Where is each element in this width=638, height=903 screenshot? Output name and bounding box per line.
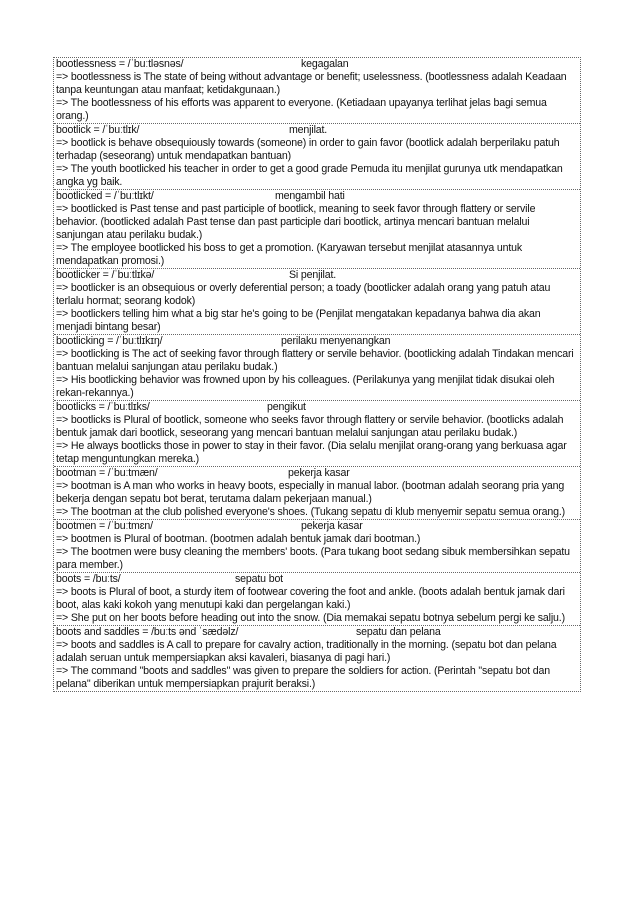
entry-bootlessness — [54, 58, 580, 124]
entry-bootlick — [54, 124, 580, 190]
entry-bootmen — [54, 520, 580, 573]
entry-example: => His bootlicking behavior was frowned upon by his colleagues. (Perilakunya yang menjilat tidak disukai oleh rekan-rekannya.) — [56, 374, 555, 399]
dictionary-sheet — [53, 57, 581, 692]
entry-term: bootlicked = /ˈbuːtlɪkt/ — [56, 190, 154, 202]
entry-example: => The bootman at the club polished everyone's shoes. (Tukang sepatu di klub menyemir sepatu semua orang.) — [56, 506, 566, 518]
entry-boots-and-saddles — [54, 626, 580, 691]
entry-header — [56, 573, 578, 586]
entry-translation: menjilat. — [289, 124, 328, 136]
entry-bootlicks — [54, 401, 580, 467]
entry-example: => He always bootlicks those in power to stay in their favor. (Dia selalu menjilat orang-orang yang berkuasa agar tetap menguntungkan mereka.) — [56, 440, 567, 465]
entry-term: boots = /buːts/ — [56, 573, 121, 585]
entry-header — [56, 335, 578, 348]
entry-definition: => bootlicking is The act of seeking favor through flattery or servile behavior. (bootlicking adalah Tindakan mencari bantuan melalui sanjungan atau perilaku budak.) — [56, 348, 574, 373]
entry-translation: Si penjilat. — [289, 269, 337, 281]
entry-header — [56, 401, 578, 414]
entry-bootman — [54, 467, 580, 520]
entry-header — [56, 626, 578, 639]
entry-bootlicked — [54, 190, 580, 269]
entry-example: => bootlickers telling him what a big star he's going to be (Penjilat mengatakan kepadanya bahwa dia akan menjadi bintang besar) — [56, 308, 541, 333]
entry-definition: => bootman is A man who works in heavy boots, especially in manual labor. (bootman adalah seorang pria yang bekerja dengan sepatu bot berat, terutama dalam pekerjaan manual.) — [56, 480, 565, 505]
entry-header — [56, 520, 578, 533]
entry-definition: => boots is Plural of boot, a sturdy item of footwear covering the foot and ankle. (boots adalah bentuk jamak dari boot, alas kaki kokoh yang menutupi kaki dan pergelangan kaki.) — [56, 586, 565, 611]
entry-term: boots and saddles = /buːts ənd ˈsædəlz/ — [56, 626, 239, 638]
entry-header — [56, 124, 578, 137]
entry-translation: pekerja kasar — [301, 520, 363, 532]
entry-term: bootlessness = /ˈbuːtləsnəs/ — [56, 58, 184, 70]
entry-translation: mengambil hati — [275, 190, 345, 202]
entry-term: bootman = /ˈbuːtmæn/ — [56, 467, 158, 479]
entry-translation: sepatu dan pelana — [356, 626, 441, 638]
entry-definition: => bootlicks is Plural of bootlick, someone who seeks favor through flattery or servile behavior. (bootlicks adalah bentuk jamak dari bootlick, seseorang yang mencari bantuan melalui sanjungan atau perilaku budak.) — [56, 414, 564, 439]
entry-definition: => boots and saddles is A call to prepare for cavalry action, traditionally in the morning. (sepatu bot dan pelana adalah seruan untuk mempersiapkan aksi kavaleri, biasanya di pagi hari.) — [56, 639, 557, 664]
entry-example: => The employee bootlicked his boss to get a promotion. (Karyawan tersebut menjilat atasannya untuk mendapatkan promosi.) — [56, 242, 523, 267]
entry-term: bootmen = /ˈbuːtmɛn/ — [56, 520, 153, 532]
entry-definition: => bootlicked is Past tense and past participle of bootlick, meaning to seek favor through flattery or servile behavior. (bootlicked adalah Past tense dan past participle dari bootlick, artinya mencari bantuan melalui sanjungan atau perilaku budak.) — [56, 203, 536, 241]
entry-boots — [54, 573, 580, 626]
entry-translation: pengikut — [267, 401, 306, 413]
entry-example: => The command "boots and saddles" was given to prepare the soldiers for action. (Perintah "sepatu bot dan pelana" diberikan untuk mempersiapkan prajurit beraksi.) — [56, 665, 550, 690]
entry-definition: => bootlick is behave obsequiously towards (someone) in order to gain favor (bootlick adalah berperilaku patuh terhadap (seseorang) untuk mendapatkan bantuan) — [56, 137, 560, 162]
entry-definition: => bootmen is Plural of bootman. (bootmen adalah bentuk jamak dari bootman.) — [56, 533, 421, 545]
entry-header — [56, 190, 578, 203]
entry-definition: => bootlessness is The state of being without advantage or benefit; uselessness. (bootlessness adalah Keadaan tanpa keuntungan atau manfaat; ketidakgunaan.) — [56, 71, 567, 96]
entry-header — [56, 269, 578, 282]
entry-translation: kegagalan — [301, 58, 349, 70]
entry-example: => The youth bootlicked his teacher in order to get a good grade Pemuda itu menjilat gurunya utk mendapatkan angka yg baik. — [56, 163, 563, 188]
entry-header — [56, 467, 578, 480]
entry-term: bootlicker = /ˈbuːtlɪkə/ — [56, 269, 155, 281]
entry-term: bootlicks = /ˈbuːtlɪks/ — [56, 401, 150, 413]
entry-translation: sepatu bot — [235, 573, 283, 585]
entry-example: => The bootmen were busy cleaning the members' boots. (Para tukang boot sedang sibuk membersihkan sepatu para member.) — [56, 546, 570, 571]
entry-term: bootlick = /ˈbuːtlɪk/ — [56, 124, 140, 136]
entry-example: => She put on her boots before heading out into the snow. (Dia memakai sepatu botnya sebelum pergi ke salju.) — [56, 612, 565, 624]
entry-translation: pekerja kasar — [288, 467, 350, 479]
entry-header — [56, 58, 578, 71]
entry-bootlicking — [54, 335, 580, 401]
entry-definition: => bootlicker is an obsequious or overly deferential person; a toady (bootlicker adalah orang yang patuh atau terlalu hormat; seorang kodok) — [56, 282, 551, 307]
entry-example: => The bootlessness of his efforts was apparent to everyone. (Ketiadaan upayanya terlihat jelas bagi semua orang.) — [56, 97, 547, 122]
entry-term: bootlicking = /ˈbuːtlɪkɪŋ/ — [56, 335, 163, 347]
entry-bootlicker — [54, 269, 580, 335]
entry-translation: perilaku menyenangkan — [281, 335, 391, 347]
